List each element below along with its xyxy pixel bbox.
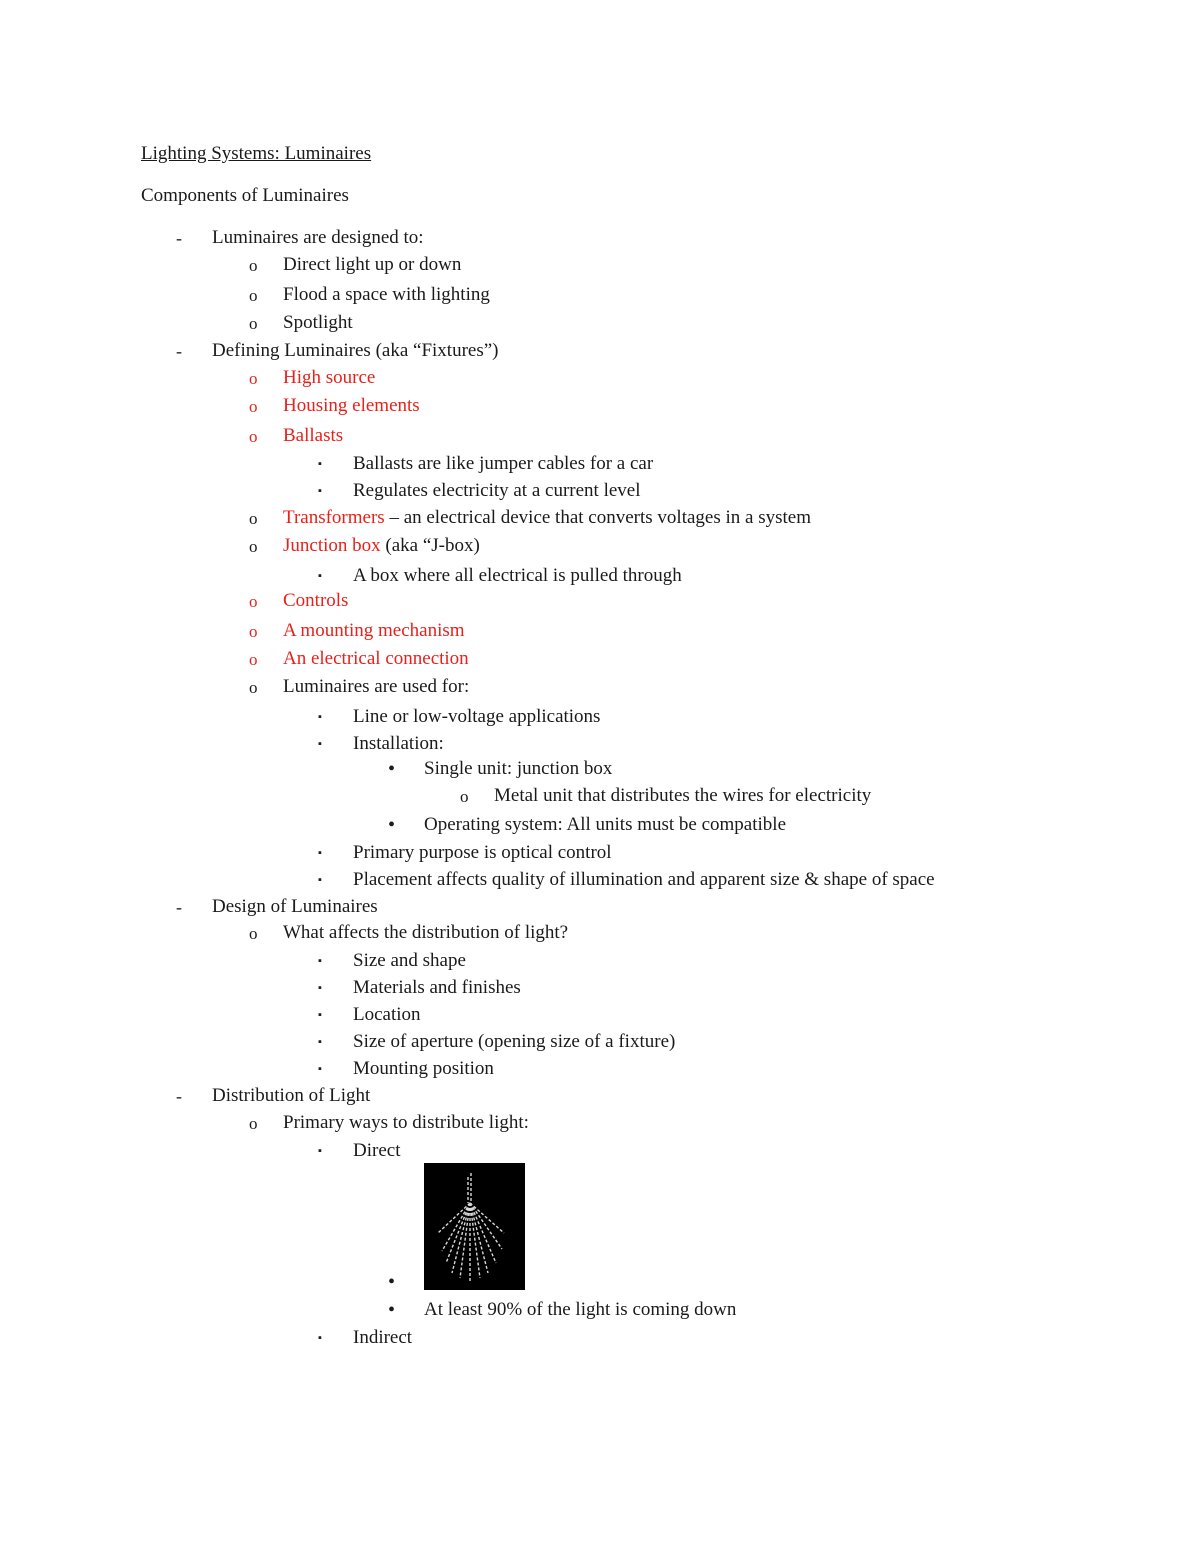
circle-bullet: o [249,314,258,333]
dash-bullet: - [176,228,182,248]
list-item: Line or low-voltage applications [353,706,601,727]
list-item: At least 90% of the light is coming down [424,1299,737,1320]
list-item: Ballasts are like jumper cables for a car [353,453,654,474]
square-bullet: ▪ [318,847,322,859]
circle-bullet: o [249,678,258,697]
square-bullet: ▪ [318,485,322,497]
circle-bullet: o [249,1114,258,1133]
square-bullet: ▪ [318,1036,322,1048]
list-item: Distribution of Light [212,1085,371,1106]
square-bullet: ▪ [318,1063,322,1075]
dot-bullet: • [388,758,396,780]
term-definition: – an electrical device that converts voltages in a system [384,507,811,528]
dash-bullet: - [176,1086,182,1106]
list-item: Flood a space with lighting [283,284,490,305]
list-item [283,535,480,557]
list-item [283,507,811,529]
circle-bullet: o [460,787,469,806]
dot-bullet: • [388,814,396,836]
square-bullet: ▪ [318,738,322,750]
list-item: Spotlight [283,312,353,333]
term-junction-box: Junction box [283,535,381,556]
list-item: What affects the distribution of light? [283,922,569,943]
list-item: Primary purpose is optical control [353,842,612,863]
list-item: Size of aperture (opening size of a fixture) [353,1031,676,1052]
list-item: Design of Luminaires [212,896,378,917]
list-item: High source [283,367,376,388]
direct-light-diagram [424,1163,525,1290]
square-bullet: ▪ [318,1332,322,1344]
light-rays-illustration [424,1163,525,1290]
list-item: Primary ways to distribute light: [283,1112,529,1133]
square-bullet: ▪ [318,458,322,470]
list-item: A mounting mechanism [283,620,465,641]
square-bullet: ▪ [318,1145,322,1157]
list-item: Metal unit that distributes the wires for electricity [494,785,872,806]
list-item: Location [353,1004,421,1025]
dash-bullet: - [176,341,182,361]
circle-bullet: o [249,286,258,305]
circle-bullet: o [249,427,258,446]
section-heading: Components of Luminaires [141,185,349,206]
circle-bullet: o [249,397,258,416]
square-bullet: ▪ [318,874,322,886]
list-item: Single unit: junction box [424,758,613,779]
circle-bullet: o [249,622,258,641]
list-item: Luminaires are used for: [283,676,470,697]
list-item: A box where all electrical is pulled through [353,565,682,586]
list-item: Defining Luminaires (aka “Fixtures”) [212,340,499,361]
list-item: Regulates electricity at a current level [353,480,641,501]
circle-bullet: o [249,592,258,611]
circle-bullet: o [249,924,258,943]
list-item: An electrical connection [283,648,469,669]
square-bullet: ▪ [318,711,322,723]
list-item: Luminaires are designed to: [212,227,424,248]
list-item: Placement affects quality of illumination and apparent size & shape of space [353,869,935,890]
term-transformers: Transformers [283,507,385,528]
list-item: Indirect [353,1327,413,1348]
circle-bullet: o [249,650,258,669]
list-item: Mounting position [353,1058,494,1079]
dot-bullet: • [388,1271,396,1293]
list-item: Housing elements [283,395,420,416]
circle-bullet: o [249,509,258,528]
list-item: Direct [353,1140,401,1161]
list-item: Materials and finishes [353,977,521,998]
square-bullet: ▪ [318,955,322,967]
square-bullet: ▪ [318,1009,322,1021]
circle-bullet: o [249,256,258,275]
term-definition: (aka “J-box) [380,535,480,556]
circle-bullet: o [249,537,258,556]
document-title: Lighting Systems: Luminaires [141,143,372,164]
circle-bullet: o [249,369,258,388]
square-bullet: ▪ [318,982,322,994]
list-item: Direct light up or down [283,254,462,275]
dash-bullet: - [176,897,182,917]
square-bullet: ▪ [318,570,322,582]
list-item: Ballasts [283,425,344,446]
list-item: Operating system: All units must be compatible [424,814,787,835]
list-item: Size and shape [353,950,466,971]
dot-bullet: • [388,1299,396,1321]
list-item: Installation: [353,733,444,754]
list-item: Controls [283,590,349,611]
